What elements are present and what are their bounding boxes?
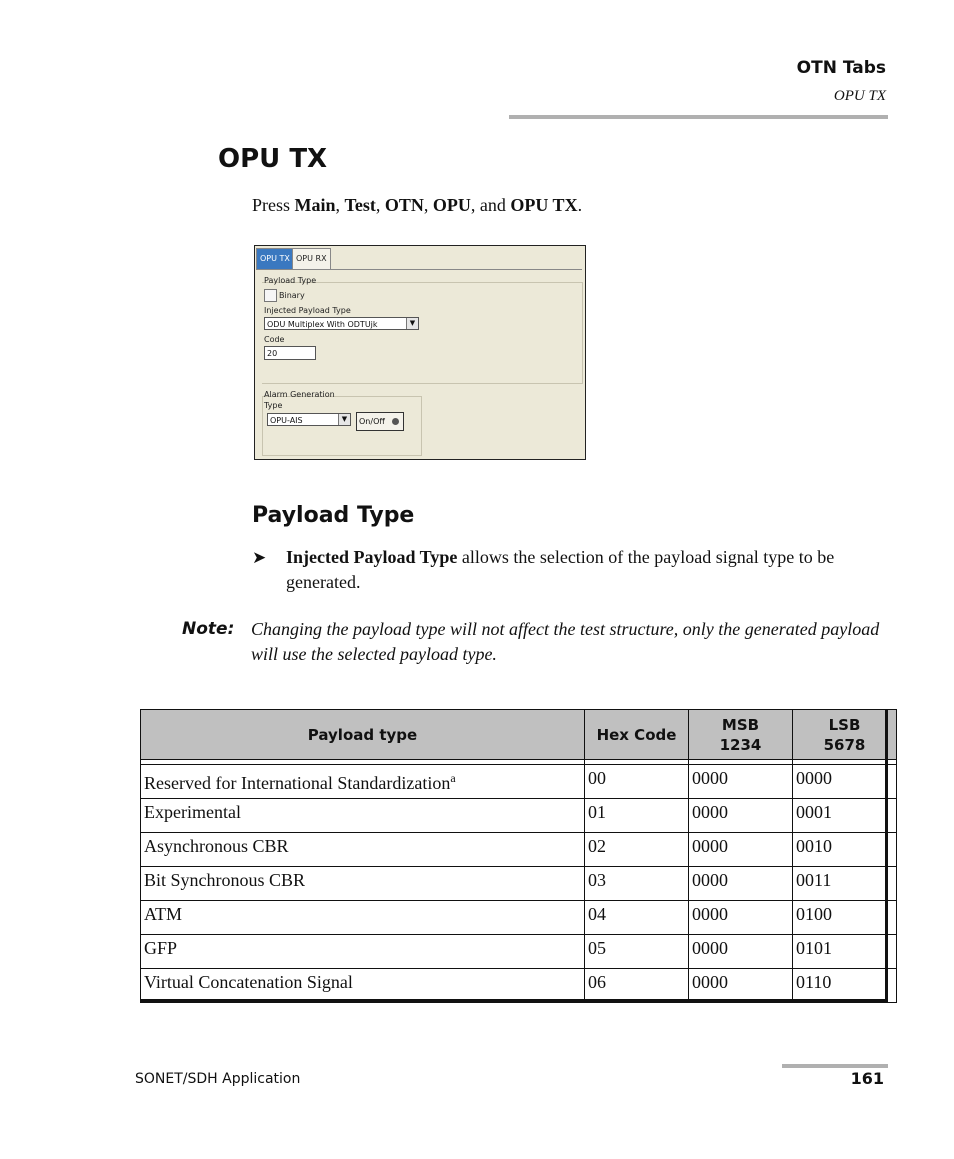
alarm-type-select[interactable]: OPU-AIS ▼	[267, 413, 351, 426]
code-input[interactable]: 20	[264, 346, 316, 360]
footnote-mark: a	[450, 771, 456, 785]
code-label: Code	[264, 335, 285, 344]
chevron-down-icon[interactable]: ▼	[338, 414, 350, 425]
table-row: Experimental 01 0000 0001	[141, 799, 897, 833]
footer-document-name: SONET/SDH Application	[135, 1071, 301, 1087]
col-lsb: LSB 5678	[793, 710, 897, 760]
table-shadow-bottom	[140, 999, 888, 1002]
footer-rule	[782, 1064, 888, 1068]
alarm-type-label: Type	[264, 401, 283, 410]
table-row: ATM 04 0000 0100	[141, 901, 897, 935]
status-led-icon	[392, 418, 399, 425]
injected-payload-type-select[interactable]: ODU Multiplex With ODTUjk ▼	[264, 317, 419, 330]
tab-opu-tx[interactable]: OPU TX	[256, 248, 294, 269]
running-header-title: OTN Tabs	[796, 58, 886, 78]
col-msb: MSB 1234	[689, 710, 793, 760]
alarm-generation-label: Alarm Generation	[264, 390, 335, 399]
running-header-subtitle: OPU TX	[833, 88, 886, 104]
opu-tx-screenshot	[254, 245, 586, 460]
header-rule	[509, 115, 888, 119]
intro-instruction: Press Main, Test, OTN, OPU, and OPU TX.	[252, 195, 583, 215]
note-text: Changing the payload type will not affect the test structure, only the generated payload will use the selected payload type.	[251, 619, 880, 664]
binary-label: Binary	[279, 291, 305, 300]
chevron-down-icon[interactable]: ▼	[406, 318, 418, 329]
menu-opu: OPU	[432, 195, 471, 215]
col-hex-code: Hex Code	[585, 710, 689, 760]
tab-opu-rx[interactable]: OPU RX	[292, 248, 331, 269]
binary-checkbox[interactable]	[264, 289, 277, 302]
table-row: Reserved for International Standardization$^a$ 00 0000 0000	[141, 765, 897, 799]
table-row: Virtual Concatenation Signal 06 0000 0110	[141, 969, 897, 1003]
table-header-row	[141, 710, 897, 760]
menu-test: Test	[344, 195, 376, 215]
menu-main: Main	[294, 195, 336, 215]
section-title: Payload Type	[252, 503, 415, 528]
note-label: Note:	[182, 619, 235, 639]
payload-type-label: Payload Type	[264, 276, 317, 285]
page-number: 161	[850, 1069, 884, 1088]
menu-opu-tx: OPU TX	[510, 195, 578, 215]
table-row: Asynchronous CBR 02 0000 0010	[141, 833, 897, 867]
col-payload-type: Payload type	[141, 710, 585, 760]
table-shadow-right	[885, 709, 888, 1003]
payload-type-table	[140, 709, 897, 1003]
alarm-on-off-button[interactable]: On/Off	[356, 412, 404, 431]
menu-otn: OTN	[384, 195, 424, 215]
table-row: Bit Synchronous CBR 03 0000 0011	[141, 867, 897, 901]
injected-payload-type-label: Injected Payload Type	[264, 306, 351, 315]
arrow-bullet-icon: ➤	[252, 548, 267, 567]
tab-panel	[256, 269, 582, 456]
payload-type-group	[262, 282, 583, 384]
page-title: OPU TX	[218, 144, 328, 174]
table-row: GFP 05 0000 0101	[141, 935, 897, 969]
